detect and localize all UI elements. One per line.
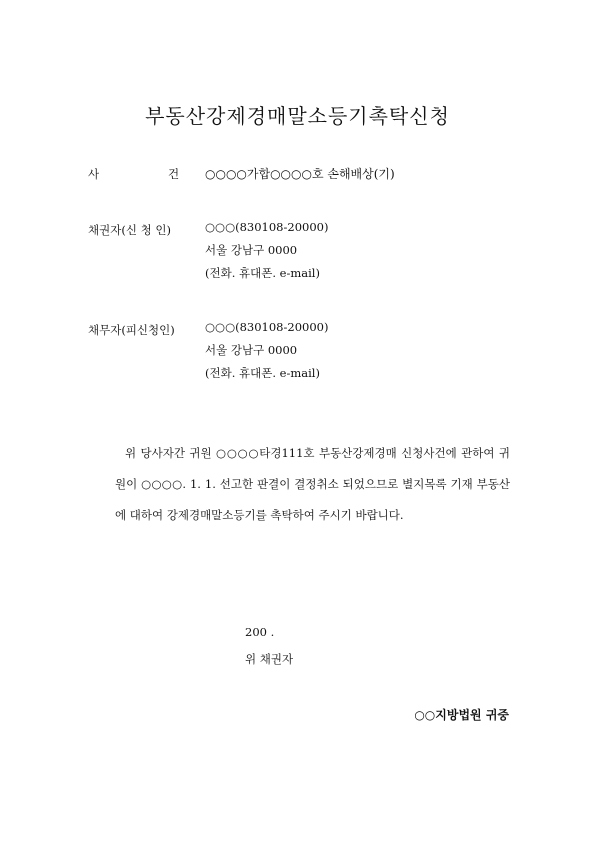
creditor-contact: (전화. 휴대폰. e-mail) (205, 266, 320, 280)
creditor-block (205, 216, 328, 285)
document-title: 부동산강제경매말소등기촉탁신청 (145, 104, 450, 128)
date-line: 200 . (245, 625, 275, 639)
case-label-first-char: 사 (88, 167, 100, 181)
request-body-paragraph: 위 당사자간 귀원 ○○○○타경111호 부동산강제경매 신청사건에 관하여 귀원이 ○○○○. 1. 1. 선고한 판결이 결정취소 되었으므로 별지목록 기재 부동산에 대하여 강제경매말소등기를 촉탁하여 주시기 바랍니다. (115, 446, 510, 522)
debtor-label: 채무자(피신청인) (88, 323, 175, 337)
debtor-address: 서울 강남구 0000 (205, 343, 298, 357)
court-addressee: ○○지방법원 귀중 (414, 708, 509, 722)
case-label-second-char: 건 (168, 167, 180, 181)
creditor-address: 서울 강남구 0000 (205, 243, 298, 257)
debtor-block (205, 316, 328, 385)
creditor-name: ○○○(830108-20000) (205, 220, 329, 234)
creditor-label: 채권자(신 청 인) (88, 223, 171, 237)
debtor-name: ○○○(830108-20000) (205, 320, 329, 334)
case-value: ○○○○가합○○○○호 손해배상(기) (205, 167, 395, 181)
debtor-contact: (전화. 휴대폰. e-mail) (205, 366, 320, 380)
signer-line: 위 채권자 (245, 652, 294, 666)
